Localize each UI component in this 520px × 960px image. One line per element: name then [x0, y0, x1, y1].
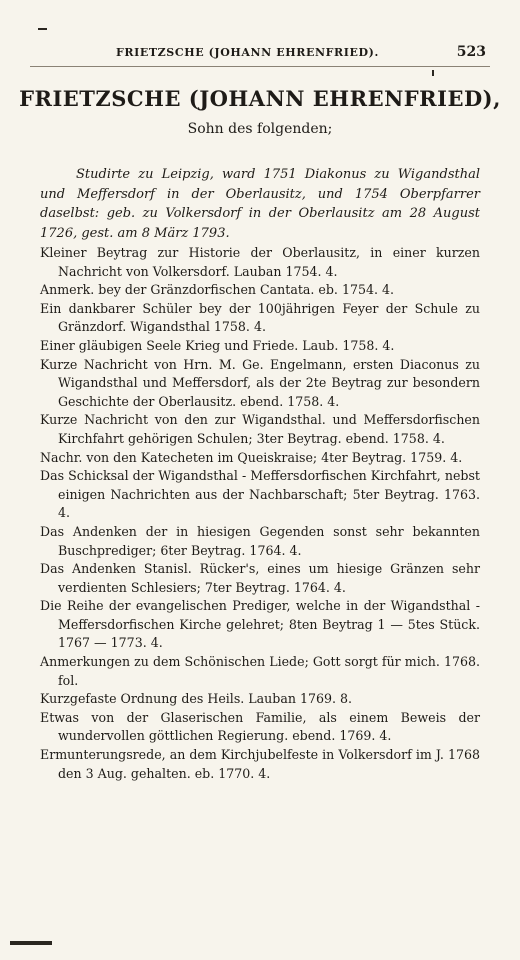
works-list-item: Einer gläubigen Seele Krieg und Friede. Laub. 1758. 4.: [40, 337, 395, 353]
works-list-item: Nachr. von den Katecheten im Queiskraise; 4ter Beytrag. 1759. 4.: [40, 449, 463, 465]
works-list-item: Das Schicksal der Wigandsthal - Meffersdorfischen Kirchfahrt, nebst einigen Nachrichten aus der Nachbarschaft; 5ter Beytrag. 1763. 4.: [40, 468, 480, 521]
works-list-item: Etwas von der Glaserischen Familie, als einem Beweis der wundervollen göttlichen Regierung. ebend. 1769. 4.: [40, 709, 480, 744]
stray-ink-mark: [432, 70, 434, 76]
works-list-item: Das Andenken der in hiesigen Gegenden sonst sehr bekannten Buschprediger; 6ter Beytrag. 1764. 4.: [40, 523, 480, 558]
stray-ink-mark: [38, 28, 47, 30]
entry-subtitle: Sohn des folgenden;: [187, 121, 333, 137]
page-edge-mark: [10, 941, 52, 945]
works-list-item: Anmerk. bey der Gränzdorfischen Cantata. eb. 1754. 4.: [40, 282, 395, 298]
works-list-item: Kurze Nachricht von Hrn. M. Ge. Engelmann, ersten Diaconus zu Wigandsthal und Meffersdorf, als der 2te Beytrag zur besondern Geschichte der Oberlausitz. ebend. 1758. 4.: [40, 356, 480, 409]
works-list-item: Kurze Nachricht von den zur Wigandsthal. und Meffersdorfischen Kirchfahrt gehörigen Schulen; 3ter Beytrag. ebend. 1758. 4.: [40, 412, 480, 446]
works-list: [40, 244, 480, 783]
works-list-item: Kleiner Beytrag zur Historie der Oberlausitz, in einer kurzen Nachricht von Volkersdorf. Lauban 1754. 4.: [40, 245, 480, 279]
works-list-item: Kurzgefaste Ordnung des Heils. Lauban 1769. 8.: [40, 691, 353, 707]
works-list-item: Anmerkungen zu dem Schönischen Liede; Gott sorgt für mich. 1768. fol.: [40, 654, 480, 688]
running-head: FRIETZSCHE (JOHANN EHRENFRIED).: [116, 46, 379, 59]
works-list-item: Ermunterungsrede, an dem Kirchjubelfeste in Volkersdorf im J. 1768 den 3 Aug. gehalten. eb. 1770. 4.: [40, 747, 480, 781]
biography-paragraph: Studirte zu Leipzig, ward 1751 Diakonus zu Wigandsthal und Meffersdorf in der Oberlausitz, und 1754 Oberpfarrer daselbst: geb. zu Volkersdorf in der Oberlausitz am 28 August 1726, gest. am 8 März 1793.: [40, 167, 480, 241]
page-number: 523: [456, 44, 486, 60]
works-list-item: Die Reihe der evangelischen Prediger, welche in der Wigandsthal - Meffersdorfischen Kirche gelehret; 8ten Beytrag 1 — 5tes Stück. 1767 — 1773. 4.: [40, 598, 480, 651]
works-list-item: Das Andenken Stanisl. Rücker's, eines um hiesige Gränzen sehr verdienten Schlesiers; 7ter Beytrag. 1764. 4.: [40, 561, 480, 595]
works-list-item: Ein dankbarer Schüler bey der 100jährigen Feyer der Schule zu Gränzdorf. Wigandsthal 1758. 4.: [40, 300, 480, 335]
entry-title: FRIETZSCHE (JOHANN EHRENFRIED),: [19, 86, 501, 111]
page-header: [30, 44, 490, 67]
